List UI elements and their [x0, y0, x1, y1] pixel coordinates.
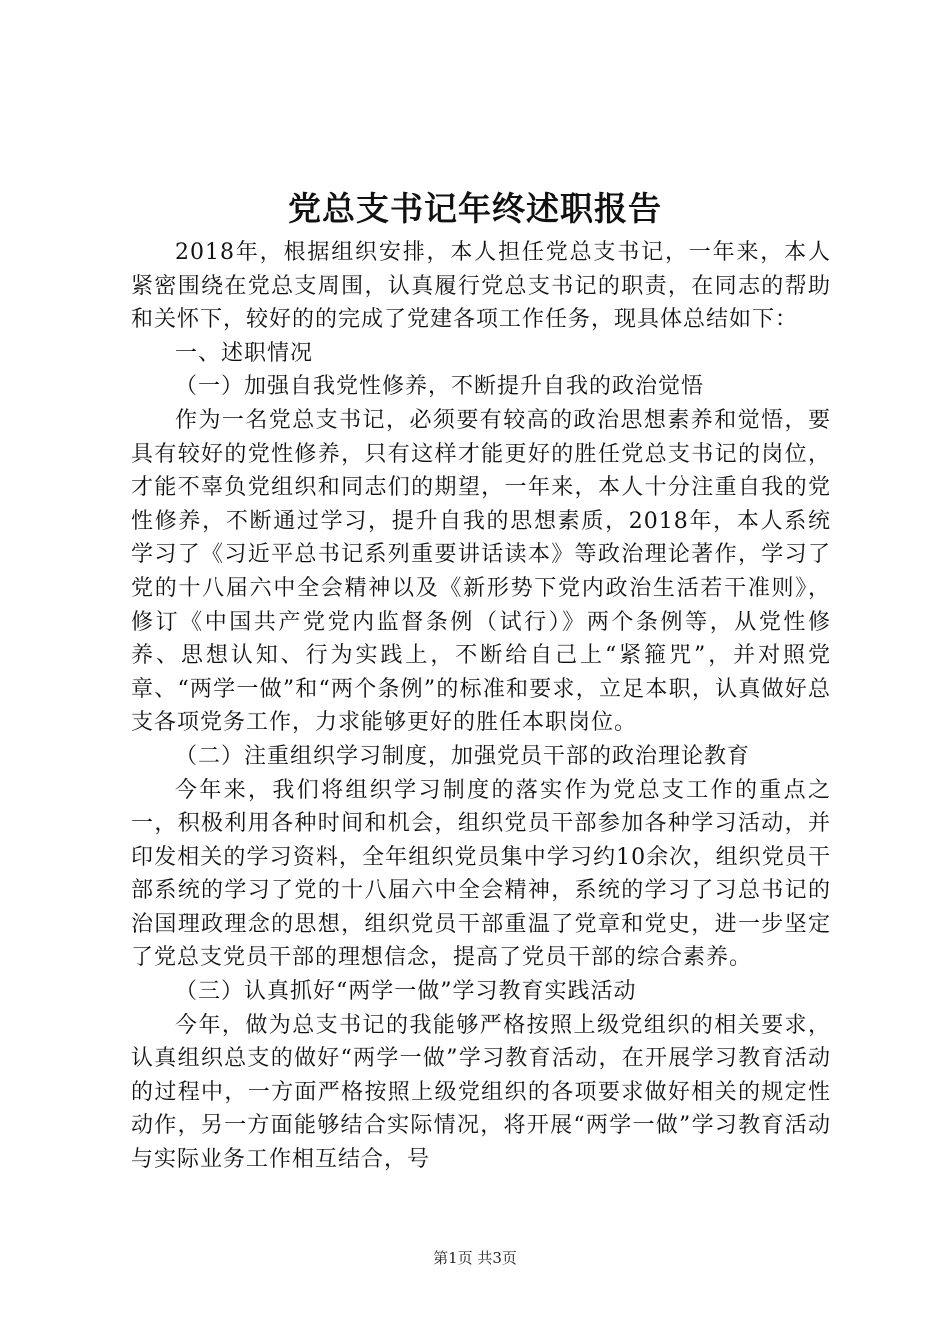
document-body	[131, 236, 831, 1177]
page-footer: 第1页 共3页	[433, 1249, 517, 1267]
subsection-heading-1: （一）加强自我党性修养，不断提升自我的政治觉悟	[175, 374, 705, 400]
body-paragraph-2: 今年来，我们将组织学习制度的落实作为党总支工作的重点之一，积极利用各种时间和机会，组织党员干部参加各种学习活动，并印发相关的学习资料，全年组织党员集中学习约10余次，组织党员干部系统的学习了党的十八届六中全会精神，系统的学习了习总书记的治国理政理念的思想，组织党员干部重温了党章和党史，进一步坚定了党总支党员干部的理想信念，提高了党员干部的综合素养。	[131, 777, 831, 971]
intro-paragraph: 2018年，根据组织安排，本人担任党总支书记，一年来，本人紧密围绕在党总支周围，认真履行党总支书记的职责，在同志的帮助和关怀下，较好的的完成了党建各项工作任务，现具体总结如下：	[131, 240, 831, 333]
body-paragraph-3: 今年，做为总支书记的我能够严格按照上级党组织的相关要求，认真组织总支的做好“两学一做”学习教育活动，在开展学习教育活动的过程中，一方面严格按照上级党组织的各项要求做好相关的规定性动作，另一方面能够结合实际情况，将开展“两学一做”学习教育活动与实际业务工作相互结合，号	[131, 1012, 831, 1173]
section-heading: 一、述职情况	[175, 340, 314, 366]
body-paragraph-1: 作为一名党总支书记，必须要有较高的政治思想素养和觉悟，要具有较好的党性修养，只有这样才能更好的胜任党总支书记的岗位，才能不辜负党组织和同志们的期望，一年来，本人十分注重自我的党性修养，不断通过学习，提升自我的思想素质，2018年，本人系统学习了《习近平总书记系列重要讲话读本》等政治理论著作，学习了党的十八届六中全会精神以及《新形势下党内政治生活若干准则》，修订《中国共产党党内监督条例（试行）》两个条例等，从党性修养、思想认知、行为实践上，不断给自己上“紧箍咒”，并对照党章、“两学一做”和“两个条例”的标准和要求，立足本职，认真做好总支各项党务工作，力求能够更好的胜任本职岗位。	[131, 407, 831, 736]
document-title: 党总支书记年终述职报告	[288, 189, 662, 228]
subsection-heading-2: （二）注重组织学习制度，加强党员干部的政治理论教育	[175, 743, 751, 769]
subsection-heading-3: （三）认真抓好“两学一做”学习教育实践活动	[175, 979, 637, 1005]
